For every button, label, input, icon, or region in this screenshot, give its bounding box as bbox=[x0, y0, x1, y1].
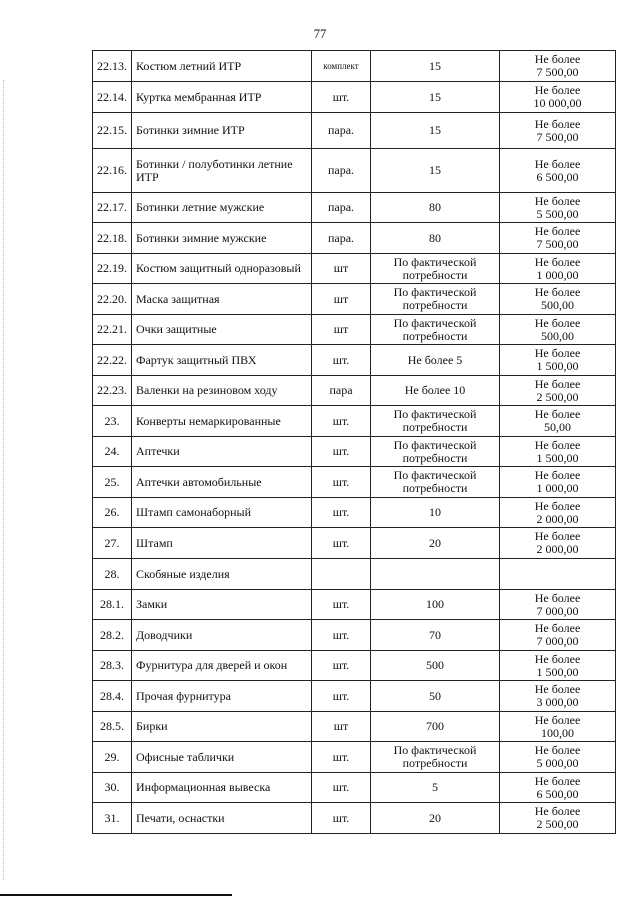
item-max-price bbox=[500, 193, 616, 223]
item-quantity bbox=[371, 223, 500, 254]
item-max-price bbox=[500, 376, 616, 406]
item-name: Валенки на резиновом ходу bbox=[132, 376, 312, 406]
price-line: Не более bbox=[534, 773, 581, 788]
item-quantity bbox=[371, 620, 500, 651]
row-number: 28.5. bbox=[93, 712, 132, 742]
price-line: Не более bbox=[534, 254, 581, 269]
item-unit: пара. bbox=[312, 113, 371, 149]
price-line: 2 500,00 bbox=[536, 389, 579, 404]
item-unit: пара. bbox=[312, 149, 371, 193]
price-line: Не более bbox=[534, 682, 581, 696]
quantity-line: 5 bbox=[432, 780, 438, 794]
price-line: Не более bbox=[534, 590, 581, 605]
item-unit: пара. bbox=[312, 193, 371, 223]
price-line: 7 000,00 bbox=[536, 634, 579, 648]
price-line: Не более bbox=[534, 346, 581, 360]
quantity-line: потребности bbox=[402, 298, 468, 312]
table-row bbox=[93, 51, 616, 82]
price-line: Не более bbox=[534, 315, 581, 330]
quantity-line: потребности bbox=[402, 267, 468, 282]
item-max-price bbox=[500, 712, 616, 742]
item-max-price bbox=[500, 315, 616, 345]
item-quantity bbox=[371, 498, 500, 528]
item-unit: шт. bbox=[312, 82, 371, 113]
item-unit: шт. bbox=[312, 406, 371, 437]
item-name: Очки защитные bbox=[132, 315, 312, 345]
item-quantity bbox=[371, 376, 500, 406]
item-max-price bbox=[500, 467, 616, 498]
price-line: 5 500,00 bbox=[536, 206, 579, 221]
price-line: Не более bbox=[534, 743, 581, 757]
price-line: 2 000,00 bbox=[536, 511, 579, 526]
item-name: Доводчики bbox=[132, 620, 312, 651]
item-name: Ботинки / полуботинки летние ИТР bbox=[132, 149, 312, 193]
table-row bbox=[93, 803, 616, 834]
quantity-line: 80 bbox=[429, 230, 441, 245]
price-line: 1 000,00 bbox=[536, 481, 579, 495]
item-max-price bbox=[500, 113, 616, 149]
price-line: 1 500,00 bbox=[536, 450, 579, 465]
quantity-line: 70 bbox=[429, 627, 441, 642]
item-quantity bbox=[371, 803, 500, 834]
item-unit: шт. bbox=[312, 467, 371, 498]
item-unit: шт. bbox=[312, 651, 371, 681]
item-quantity bbox=[371, 712, 500, 742]
item-name: Прочая фурнитура bbox=[132, 681, 312, 712]
item-quantity bbox=[371, 742, 500, 773]
item-quantity bbox=[371, 149, 500, 193]
price-line: Не более bbox=[534, 224, 581, 238]
row-number: 25. bbox=[93, 467, 132, 498]
item-name: Информационная вывеска bbox=[132, 773, 312, 803]
row-number: 22.16. bbox=[93, 149, 132, 193]
item-quantity bbox=[371, 437, 500, 467]
quantity-line: По фактической bbox=[393, 437, 477, 452]
price-line: 6 500,00 bbox=[536, 169, 579, 184]
item-max-price bbox=[500, 82, 616, 113]
item-unit: шт bbox=[312, 712, 371, 742]
item-max-price bbox=[500, 651, 616, 681]
row-number: 22.17. bbox=[93, 193, 132, 223]
item-quantity bbox=[371, 651, 500, 681]
price-line: Не более bbox=[534, 498, 581, 513]
row-number: 22.23. bbox=[93, 376, 132, 406]
row-number: 23. bbox=[93, 406, 132, 437]
quantity-line: По фактической bbox=[393, 285, 477, 299]
row-number: 26. bbox=[93, 498, 132, 528]
item-unit: шт bbox=[312, 315, 371, 345]
row-number: 22.20. bbox=[93, 284, 132, 315]
footer-rule bbox=[0, 894, 232, 896]
row-number: 28.3. bbox=[93, 651, 132, 681]
table-row bbox=[93, 376, 616, 406]
row-number: 22.13. bbox=[93, 51, 132, 82]
price-line: Не более bbox=[534, 193, 581, 208]
procurement-table bbox=[92, 50, 616, 834]
item-unit: шт. bbox=[312, 437, 371, 467]
table-row bbox=[93, 345, 616, 376]
item-unit: шт bbox=[312, 284, 371, 315]
row-number: 22.19. bbox=[93, 254, 132, 284]
price-line: Не более bbox=[534, 529, 581, 543]
table-row bbox=[93, 773, 616, 803]
price-line: 7 500,00 bbox=[536, 129, 579, 144]
price-line: 2 000,00 bbox=[536, 542, 579, 556]
row-number: 22.18. bbox=[93, 223, 132, 254]
quantity-line: 15 bbox=[429, 123, 441, 137]
table-row bbox=[93, 590, 616, 620]
table-row bbox=[93, 651, 616, 681]
item-unit: пара bbox=[312, 376, 371, 406]
item-name: Ботинки зимние ИТР bbox=[132, 113, 312, 149]
price-line: 1 500,00 bbox=[536, 664, 579, 679]
table-row bbox=[93, 712, 616, 742]
item-name: Фартук защитный ПВХ bbox=[132, 345, 312, 376]
item-unit: комплект bbox=[312, 51, 371, 82]
item-max-price bbox=[500, 284, 616, 315]
item-unit: шт. bbox=[312, 773, 371, 803]
item-max-price bbox=[500, 437, 616, 467]
row-number: 30. bbox=[93, 773, 132, 803]
item-name: Ботинки летние мужские bbox=[132, 193, 312, 223]
row-number: 27. bbox=[93, 528, 132, 559]
item-quantity bbox=[371, 51, 500, 82]
table-row bbox=[93, 742, 616, 773]
item-max-price bbox=[500, 559, 616, 590]
item-name: Маска защитная bbox=[132, 284, 312, 315]
price-line: 3 000,00 bbox=[536, 695, 579, 709]
price-line: Не более bbox=[534, 651, 581, 666]
price-line: 10 000,00 bbox=[533, 96, 582, 110]
page-number: 77 bbox=[313, 27, 327, 41]
quantity-line: 15 bbox=[429, 163, 441, 177]
table-row bbox=[93, 406, 616, 437]
price-line: 7 000,00 bbox=[536, 603, 579, 618]
table-row bbox=[93, 620, 616, 651]
item-quantity bbox=[371, 284, 500, 315]
price-line: Не более bbox=[534, 804, 581, 818]
row-number: 22.14. bbox=[93, 82, 132, 113]
quantity-line: Не более 5 bbox=[407, 352, 463, 367]
quantity-line: потребности bbox=[402, 328, 468, 343]
row-number: 29. bbox=[93, 742, 132, 773]
price-line: 7 500,00 bbox=[536, 65, 579, 79]
quantity-line: 500 bbox=[426, 658, 444, 672]
table-row bbox=[93, 528, 616, 559]
item-unit: шт. bbox=[312, 528, 371, 559]
item-max-price bbox=[500, 223, 616, 254]
item-quantity bbox=[371, 406, 500, 437]
item-quantity bbox=[371, 559, 500, 590]
item-name: Штамп bbox=[132, 528, 312, 559]
table-row bbox=[93, 193, 616, 223]
item-max-price bbox=[500, 345, 616, 376]
item-quantity bbox=[371, 193, 500, 223]
item-name: Куртка мембранная ИТР bbox=[132, 82, 312, 113]
item-unit: шт. bbox=[312, 345, 371, 376]
row-number: 22.22. bbox=[93, 345, 132, 376]
quantity-line: 700 bbox=[426, 719, 444, 733]
quantity-line: потребности bbox=[402, 450, 468, 465]
table-row bbox=[93, 284, 616, 315]
quantity-line: По фактической bbox=[393, 254, 477, 269]
item-quantity bbox=[371, 590, 500, 620]
item-max-price bbox=[500, 681, 616, 712]
item-name: Ботинки зимние мужские bbox=[132, 223, 312, 254]
price-line: Не более bbox=[534, 621, 581, 635]
price-line: 500,00 bbox=[541, 298, 574, 312]
item-quantity bbox=[371, 773, 500, 803]
price-line: Не более bbox=[534, 83, 581, 97]
table-row bbox=[93, 149, 616, 193]
item-quantity bbox=[371, 82, 500, 113]
item-quantity bbox=[371, 315, 500, 345]
table-row bbox=[93, 467, 616, 498]
row-number: 31. bbox=[93, 803, 132, 834]
item-name: Аптечки bbox=[132, 437, 312, 467]
price-line: Не более bbox=[534, 156, 581, 171]
item-unit: шт. bbox=[312, 620, 371, 651]
quantity-line: По фактической bbox=[393, 468, 477, 482]
row-number: 22.15. bbox=[93, 113, 132, 149]
item-max-price bbox=[500, 51, 616, 82]
item-name: Костюм летний ИТР bbox=[132, 51, 312, 82]
table-row bbox=[93, 315, 616, 345]
item-quantity bbox=[371, 254, 500, 284]
table-row bbox=[93, 681, 616, 712]
table-row bbox=[93, 254, 616, 284]
item-name: Фурнитура для дверей и окон bbox=[132, 651, 312, 681]
item-name: Конверты немаркированные bbox=[132, 406, 312, 437]
table-row bbox=[93, 82, 616, 113]
item-name: Штамп самонаборный bbox=[132, 498, 312, 528]
price-line: 6 500,00 bbox=[536, 786, 579, 801]
item-max-price bbox=[500, 803, 616, 834]
quantity-line: 100 bbox=[426, 597, 444, 611]
item-name: Аптечки автомобильные bbox=[132, 467, 312, 498]
item-quantity bbox=[371, 113, 500, 149]
price-line: Не более bbox=[534, 376, 581, 391]
row-number: 28.1. bbox=[93, 590, 132, 620]
item-name: Костюм защитный одноразовый bbox=[132, 254, 312, 284]
quantity-line: По фактической bbox=[393, 407, 477, 421]
scan-edge-artifact bbox=[3, 80, 4, 880]
quantity-line: потребности bbox=[402, 756, 468, 770]
item-name: Скобяные изделия bbox=[132, 559, 312, 590]
item-name: Замки bbox=[132, 590, 312, 620]
item-name: Печати, оснастки bbox=[132, 803, 312, 834]
quantity-line: потребности bbox=[402, 481, 468, 495]
price-line: Не более bbox=[534, 407, 581, 421]
item-name: Бирки bbox=[132, 712, 312, 742]
quantity-line: По фактической bbox=[393, 743, 477, 757]
price-line: 100,00 bbox=[541, 725, 574, 740]
price-line: 50,00 bbox=[544, 420, 571, 434]
price-line: Не более bbox=[534, 437, 581, 452]
item-name: Офисные таблички bbox=[132, 742, 312, 773]
item-unit: шт. bbox=[312, 498, 371, 528]
item-quantity bbox=[371, 467, 500, 498]
table-body bbox=[93, 51, 616, 834]
item-max-price bbox=[500, 528, 616, 559]
item-unit: шт. bbox=[312, 803, 371, 834]
row-number: 28.2. bbox=[93, 620, 132, 651]
table-row bbox=[93, 559, 616, 590]
item-max-price bbox=[500, 406, 616, 437]
table-row bbox=[93, 437, 616, 467]
price-line: 1 500,00 bbox=[536, 359, 579, 373]
item-max-price bbox=[500, 590, 616, 620]
quantity-line: 15 bbox=[429, 58, 441, 73]
quantity-line: потребности bbox=[402, 420, 468, 434]
item-max-price bbox=[500, 742, 616, 773]
item-unit: шт. bbox=[312, 742, 371, 773]
price-line: Не более bbox=[534, 116, 581, 131]
quantity-line: 15 bbox=[429, 89, 441, 104]
table-row bbox=[93, 113, 616, 149]
row-number: 24. bbox=[93, 437, 132, 467]
quantity-line: Не более 10 bbox=[404, 383, 466, 397]
row-number: 28. bbox=[93, 559, 132, 590]
item-max-price bbox=[500, 254, 616, 284]
item-max-price bbox=[500, 498, 616, 528]
table-row bbox=[93, 498, 616, 528]
table-row bbox=[93, 223, 616, 254]
item-unit: шт. bbox=[312, 590, 371, 620]
item-unit: шт. bbox=[312, 681, 371, 712]
price-line: Не более bbox=[534, 712, 581, 727]
quantity-line: 50 bbox=[429, 688, 441, 703]
price-line: Не более bbox=[534, 468, 581, 482]
item-quantity bbox=[371, 681, 500, 712]
price-line: 500,00 bbox=[541, 328, 574, 343]
item-unit: пара. bbox=[312, 223, 371, 254]
price-line: 1 000,00 bbox=[536, 267, 579, 282]
price-line: 5 000,00 bbox=[536, 756, 579, 770]
item-unit bbox=[312, 559, 371, 590]
quantity-line: 20 bbox=[429, 535, 441, 550]
item-quantity bbox=[371, 528, 500, 559]
quantity-line: По фактической bbox=[393, 315, 477, 330]
price-line: 7 500,00 bbox=[536, 237, 579, 251]
row-number: 28.4. bbox=[93, 681, 132, 712]
item-quantity bbox=[371, 345, 500, 376]
quantity-line: 10 bbox=[429, 505, 441, 519]
price-line: 2 500,00 bbox=[536, 817, 579, 831]
item-max-price bbox=[500, 773, 616, 803]
row-number: 22.21. bbox=[93, 315, 132, 345]
price-line: Не более bbox=[534, 285, 581, 299]
quantity-line: 20 bbox=[429, 810, 441, 825]
item-max-price bbox=[500, 620, 616, 651]
price-line: Не более bbox=[534, 52, 581, 66]
item-unit: шт bbox=[312, 254, 371, 284]
item-max-price bbox=[500, 149, 616, 193]
quantity-line: 80 bbox=[429, 200, 441, 214]
